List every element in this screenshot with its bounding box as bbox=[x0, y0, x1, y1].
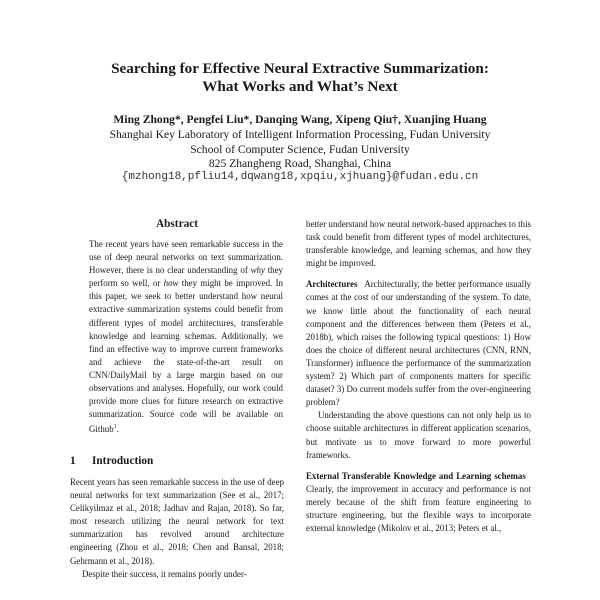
section-number: 1 bbox=[70, 455, 76, 467]
architectures-text: Architecturally, the better performance usually comes at the cost of our understanding of the system. To date, we know little about the functionality of each neural component and the differences between them (Peters et al., 2018b), which raises the following typical questions: 1) How does the choice of different neural architectures (CNN, RNN, Transformer) influence the performance of the summarization system? 2) Which part of components matters for specific dataset? 3) Do current models suffer from the over-engineering problem? bbox=[306, 279, 531, 408]
architectures-run-in-heading: Architectures bbox=[306, 279, 358, 290]
right-paragraph-continued: better understand how neural network-based approaches to this task could benefit from different types of model architectures, transferable knowledge, and learning schemas, and how they might be improved. bbox=[306, 219, 531, 269]
abstract-emph-why: why bbox=[250, 265, 265, 276]
section-heading-introduction bbox=[70, 455, 153, 467]
paper-title bbox=[0, 60, 600, 96]
introduction-body bbox=[70, 476, 284, 581]
abstract-text: they might be improved. In this paper, we seek to better understand how neural extractive summarization systems could benefit from different types of model architectures, transferable knowledge and learning schemas. Additionally, we find an effective way to improve current frameworks and achieve the state-of-the-art result on CNN/DailyMail by a large margin based on our observations and analyses. Hopefully, our work could provide more clues for future research on extractive summarization. Source code will be available on Github bbox=[89, 278, 283, 435]
architectures-paragraph bbox=[306, 278, 531, 409]
external-knowledge-paragraph bbox=[306, 470, 531, 535]
section-title: Introduction bbox=[92, 455, 154, 467]
external-knowledge-run-in-heading: External Transferable Knowledge and Learning schemas bbox=[306, 470, 526, 481]
abstract-heading: Abstract bbox=[155, 218, 199, 230]
affiliation-line-1: Shanghai Key Laboratory of Intelligent Information Processing, Fudan University bbox=[109, 128, 491, 141]
abstract-body bbox=[89, 238, 283, 436]
author-list: Ming Zhong*, Pengfei Liu*, Danqing Wang, Xipeng Qiu†, Xuanjing Huang bbox=[113, 113, 487, 126]
affiliation-line-2: School of Computer Science, Fudan University bbox=[190, 143, 410, 156]
understanding-paragraph: Understanding the above questions can not only help us to choose suitable architectures in different application scenarios, but motivate us to move forward to more powerful frameworks. bbox=[306, 410, 531, 460]
external-knowledge-text: Clearly, the improvement in accuracy and performance is not merely because of the shift from feature engineering to structure engineering, but the flexible ways to incorporate external knowledge (Mikolov et al., 2013; Peters et al., bbox=[306, 483, 531, 534]
intro-paragraph-2: Despite their success, it remains poorly under- bbox=[82, 568, 247, 579]
right-column bbox=[306, 218, 531, 535]
author-emails: {mzhong18,pfliu14,dqwang18,xpqiu,xjhuang}@fudan.edu.cn bbox=[121, 171, 479, 183]
abstract-text: . bbox=[116, 424, 119, 435]
title-line-1: Searching for Effective Neural Extractive Summarization: bbox=[111, 60, 489, 77]
title-line-2: What Works and What’s Next bbox=[202, 78, 398, 95]
abstract-text: The recent years have seen remarkable success in the use of deep neural networks on text summarization. However, there is no clear understanding of bbox=[89, 239, 283, 276]
affiliation-line-3: 825 Zhangheng Road, Shanghai, China bbox=[208, 157, 392, 170]
abstract-text: they perform so well, or bbox=[89, 265, 283, 289]
footnote-marker[interactable]: 1 bbox=[113, 424, 117, 431]
intro-paragraph-1: Recent years has seen remarkable success in the use of deep neural networks for text summarization (See et al., 2017; Celikyilmaz et al., 2018; Jadhav and Rajan, 2018). So far, most research utilizing the neural network for text summarization has revolved around architecture engineering (Zhou et al., 2018; Chen and Bansal, 2018; Gehrmann et al., 2018). bbox=[70, 477, 284, 566]
abstract-emph-how: how bbox=[163, 278, 179, 289]
